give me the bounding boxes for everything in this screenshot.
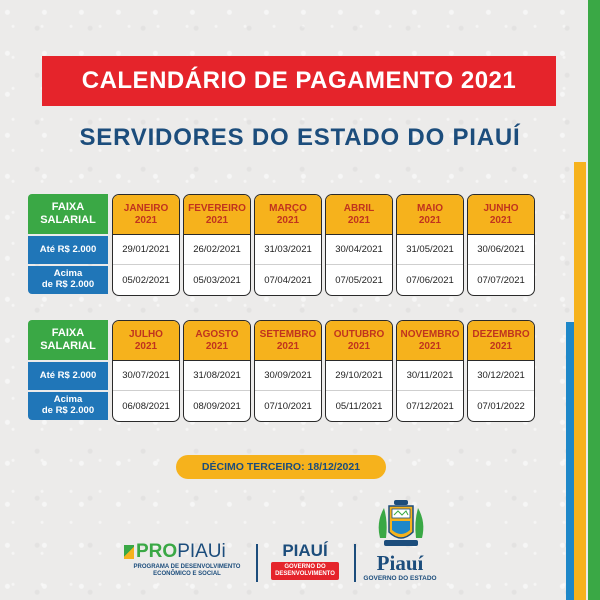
date-acima-2000: 06/08/2021 xyxy=(122,400,170,412)
date-ate-2000: 30/09/2021 xyxy=(255,361,321,391)
month-column xyxy=(183,194,251,296)
date-ate-2000: 30/12/2021 xyxy=(468,361,534,391)
date-ate-2000: 31/03/2021 xyxy=(255,235,321,265)
month-header: ABRIL 2021 xyxy=(326,195,392,235)
piaui-governo-desenvolvimento-logo xyxy=(262,542,348,582)
propiaui-logo: PROPIAUi PROGRAMA DE DESENVOLVIMENTO ECONÔMICO E SOCIAL xyxy=(124,542,250,584)
footer-divider xyxy=(256,544,258,582)
month-column xyxy=(254,320,322,422)
month-column xyxy=(112,194,180,296)
date-ate-2000: 29/10/2021 xyxy=(326,361,392,391)
blue-stripe xyxy=(566,322,574,600)
date-acima-2000: 07/06/2021 xyxy=(406,274,454,286)
month-header: OUTUBRO 2021 xyxy=(326,321,392,361)
date-acima-2000: 07/12/2021 xyxy=(406,400,454,412)
date-ate-2000: 29/01/2021 xyxy=(113,235,179,265)
decimo-terceiro-badge: DÉCIMO TERCEIRO: 18/12/2021 xyxy=(176,455,386,479)
date-acima-2000: 07/04/2021 xyxy=(264,274,312,286)
date-acima-2000: 05/11/2021 xyxy=(335,400,383,412)
date-acima-2000: 07/10/2021 xyxy=(264,400,312,412)
row-label: Até R$ 2.000 xyxy=(28,362,108,390)
date-ate-2000: 31/05/2021 xyxy=(397,235,463,265)
date-ate-2000: 30/04/2021 xyxy=(326,235,392,265)
month-header: FEVEREIRO 2021 xyxy=(184,195,250,235)
page-title: CALENDÁRIO DE PAGAMENTO 2021 xyxy=(42,56,556,106)
gov1-tag: GOVERNO DO DESENVOLVIMENTO xyxy=(271,562,339,580)
date-acima-2000: 07/01/2022 xyxy=(477,400,525,412)
month-column xyxy=(325,194,393,296)
page-subtitle: SERVIDORES DO ESTADO DO PIAUÍ xyxy=(79,124,521,151)
date-ate-2000: 30/07/2021 xyxy=(113,361,179,391)
propiaui-subtitle: PROGRAMA DE DESENVOLVIMENTO ECONÔMICO E SOCIAL xyxy=(133,564,241,577)
date-ate-2000: 30/06/2021 xyxy=(468,235,534,265)
month-column xyxy=(467,320,535,422)
date-acima-2000: 07/07/2021 xyxy=(477,274,525,286)
faixa-salarial-header: FAIXA SALARIAL xyxy=(28,194,108,234)
month-column xyxy=(183,320,251,422)
month-column xyxy=(467,194,535,296)
date-acima-2000: 08/09/2021 xyxy=(193,400,241,412)
month-header: SETEMBRO 2021 xyxy=(255,321,321,361)
month-header: JUNHO 2021 xyxy=(468,195,534,235)
date-acima-2000: 05/02/2021 xyxy=(122,274,170,286)
row-label: Até R$ 2.000 xyxy=(28,236,108,264)
month-column xyxy=(254,194,322,296)
date-ate-2000: 26/02/2021 xyxy=(184,235,250,265)
footer-divider xyxy=(354,544,356,582)
month-column xyxy=(396,194,464,296)
month-header: AGOSTO 2021 xyxy=(184,321,250,361)
month-header: MAIO 2021 xyxy=(397,195,463,235)
date-acima-2000: 05/03/2021 xyxy=(193,274,241,286)
month-column xyxy=(325,320,393,422)
month-header: MARÇO 2021 xyxy=(255,195,321,235)
month-header: NOVEMBRO 2021 xyxy=(397,321,463,361)
yellow-stripe xyxy=(574,162,586,600)
state-seal-icon xyxy=(374,498,428,550)
gov1-word: PIAUÍ xyxy=(282,541,328,560)
date-acima-2000: 07/05/2021 xyxy=(335,274,383,286)
green-stripe xyxy=(588,0,600,600)
month-column xyxy=(112,320,180,422)
month-header: JANEIRO 2021 xyxy=(113,195,179,235)
row-label: Acima de R$ 2.000 xyxy=(28,266,108,294)
month-header: JULHO 2021 xyxy=(113,321,179,361)
month-column xyxy=(396,320,464,422)
gov2-tag: GOVERNO DO ESTADO xyxy=(363,575,437,582)
date-ate-2000: 31/08/2021 xyxy=(184,361,250,391)
month-header: DEZEMBRO 2021 xyxy=(468,321,534,361)
propiaui-mark-icon xyxy=(124,545,134,559)
faixa-salarial-header: FAIXA SALARIAL xyxy=(28,320,108,360)
row-label: Acima de R$ 2.000 xyxy=(28,392,108,420)
gov2-word: Piauí xyxy=(376,551,424,575)
date-ate-2000: 30/11/2021 xyxy=(397,361,463,391)
